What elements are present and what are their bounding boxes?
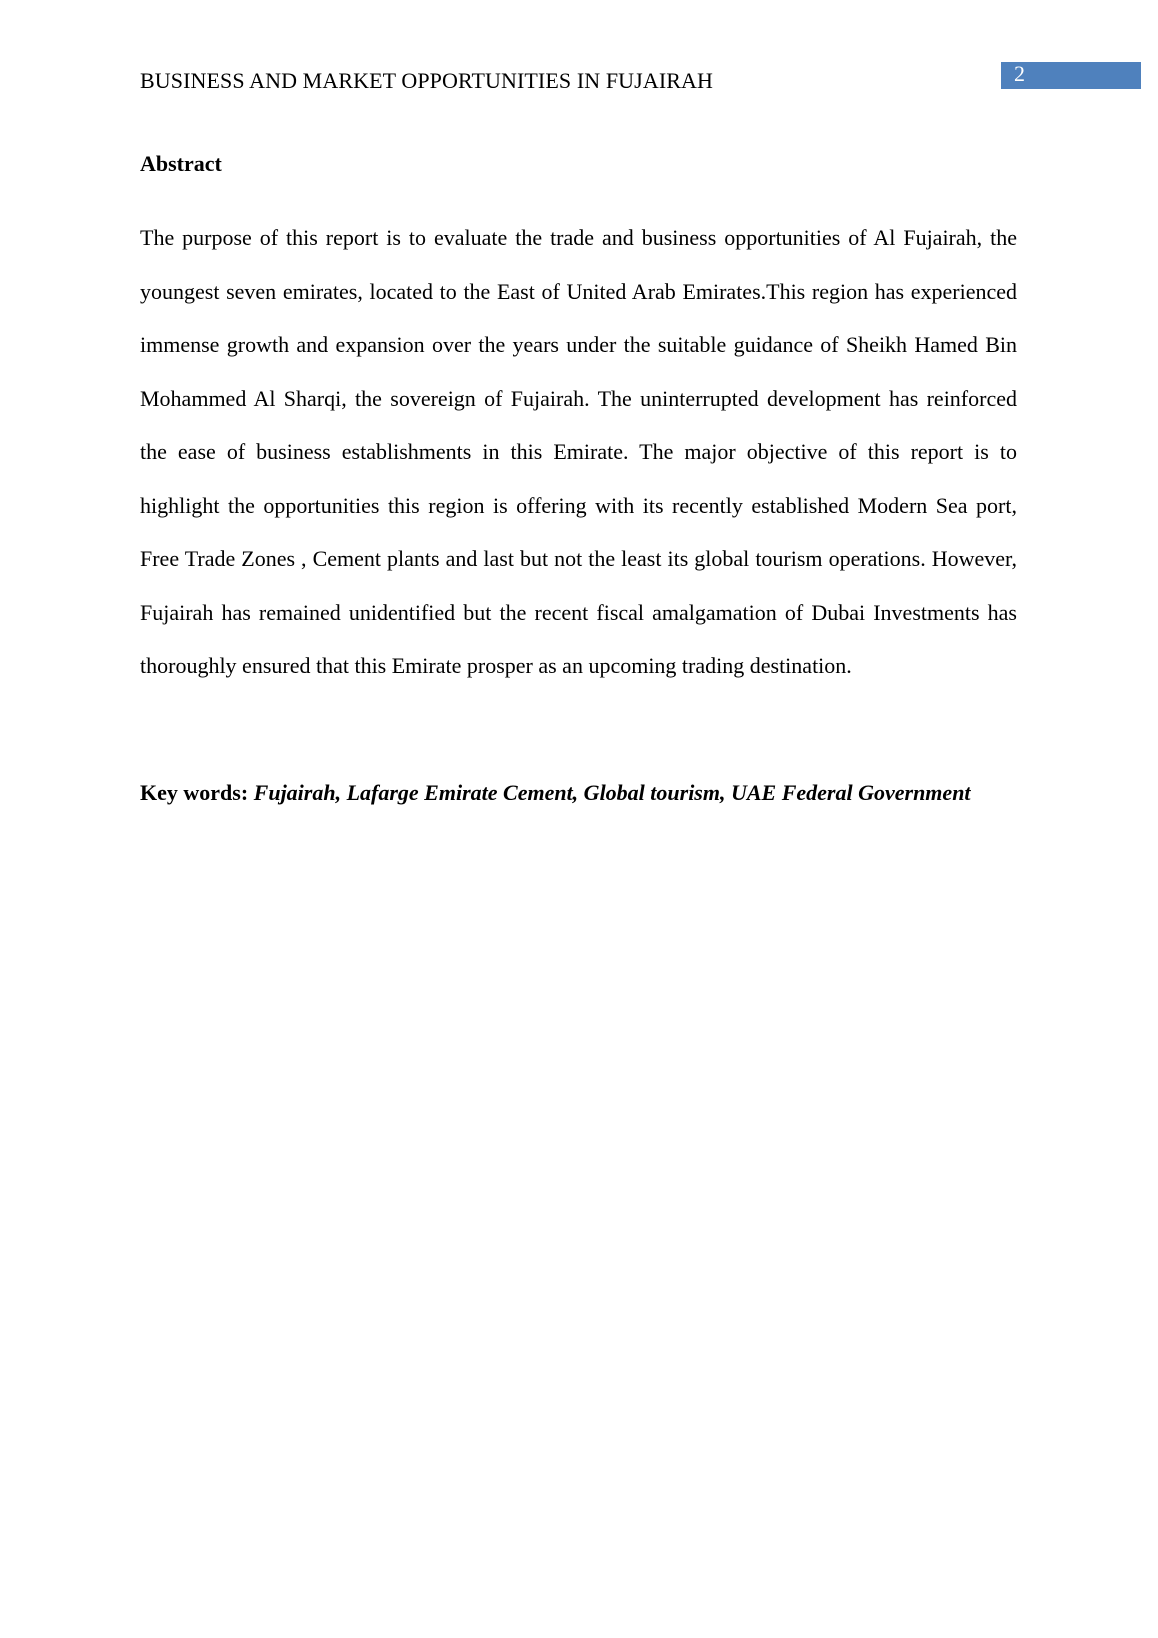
keywords-paragraph — [140, 766, 1017, 820]
keywords-list: Fujairah, Lafarge Emirate Cement, Global tourism, UAE Federal Government — [253, 780, 971, 805]
page-number-box — [1001, 62, 1141, 89]
abstract-paragraph: The purpose of this report is to evaluate the trade and business opportunities of Al Fujairah, the youngest seven emirates, located to the East of United Arab Emirates.This region has experienced immense growth and expansion over the years under the suitable guidance of Sheikh Hamed Bin Mohammed Al Sharqi, the sovereign of Fujairah. The uninterrupted development has reinforced the ease of business establishments in this Emirate. The major objective of this report is to highlight the opportunities this region is offering with its recently established Modern Sea port, Free Trade Zones , Cement plants and last but not the least its global tourism operations. However, Fujairah has remained unidentified but the recent fiscal amalgamation of Dubai Investments has thoroughly ensured that this Emirate prosper as an upcoming trading destination. — [140, 225, 1017, 678]
page-number: 2 — [1014, 61, 1025, 86]
running-header-title: BUSINESS AND MARKET OPPORTUNITIES IN FUJAIRAH — [140, 68, 713, 93]
keywords-label: Key words: — [140, 780, 249, 805]
abstract-heading: Abstract — [140, 151, 222, 176]
